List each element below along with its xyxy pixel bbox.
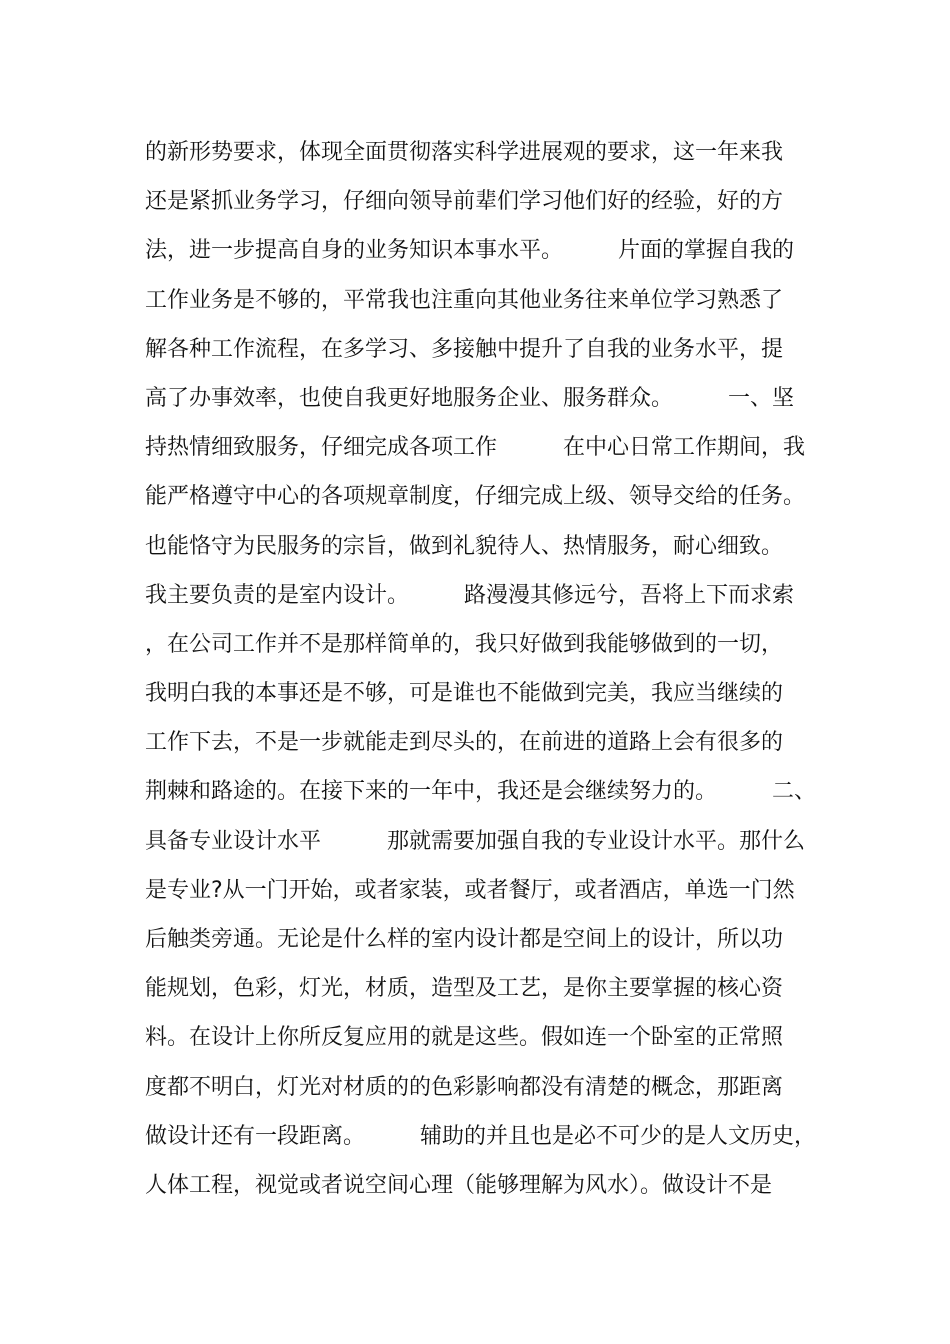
text-line: 是专业?从一门开始，或者家装，或者餐厅，或者酒店，单选一门然 bbox=[145, 877, 795, 903]
text-line: ，在公司工作并不是那样简单的，我只好做到我能够做到的一切， bbox=[145, 631, 784, 657]
text-line: 能严格遵守中心的各项规章制度，仔细完成上级、领导交给的任务。 bbox=[145, 484, 806, 510]
text-line: 高了办事效率，也使自我更好地服务企业、服务群众。 一、坚 bbox=[145, 385, 795, 411]
text-line: 我主要负责的是室内设计。 路漫漫其修远兮，吾将上下而求索 bbox=[145, 582, 795, 608]
text-line: 做设计还有一段距离。 辅助的并且也是必不可少的是人文历史， bbox=[145, 1123, 817, 1149]
text-line: 工作下去，不是一步就能走到尽头的，在前进的道路上会有很多的 bbox=[145, 730, 784, 756]
text-line: 能规划，色彩，灯光，材质，造型及工艺，是你主要掌握的核心资 bbox=[145, 976, 784, 1002]
text-line: 的新形势要求，体现全面贯彻落实科学进展观的要求，这一年来我 bbox=[145, 140, 784, 165]
text-line: 人体工程，视觉或者说空间心理（能够理解为风水）。做设计不是 bbox=[145, 1172, 773, 1198]
text-line: 解各种工作流程，在多学习、多接触中提升了自我的业务水平，提 bbox=[145, 336, 784, 362]
text-line: 料。在设计上你所反复应用的就是这些。假如连一个卧室的正常照 bbox=[145, 1025, 784, 1051]
text-line: 也能恪守为民服务的宗旨，做到礼貌待人、热情服务，耐心细致。 bbox=[145, 533, 784, 559]
text-line: 还是紧抓业务学习，仔细向领导前辈们学习他们好的经验，好的方 bbox=[145, 189, 784, 215]
text-line: 工作业务是不够的，平常我也注重向其他业务往来单位学习熟悉了 bbox=[145, 287, 784, 313]
text-line: 后触类旁通。无论是什么样的室内设计都是空间上的设计，所以功 bbox=[145, 927, 784, 952]
text-line: 具备专业设计水平 那就需要加强自我的专业设计水平。那什么 bbox=[145, 828, 806, 854]
body-text bbox=[145, 128, 825, 1210]
text-line: 荆棘和路途的。在接下来的一年中，我还是会继续努力的。 二、 bbox=[145, 779, 817, 805]
text-line: 法，进一步提高自身的业务知识本事水平。 片面的掌握自我的 bbox=[145, 238, 795, 264]
text-line: 持热情细致服务，仔细完成各项工作 在中心日常工作期间，我 bbox=[145, 435, 806, 461]
text-line: 我明白我的本事还是不够，可是谁也不能做到完美，我应当继续的 bbox=[145, 681, 784, 707]
text-line: 度都不明白，灯光对材质的的色彩影响都没有清楚的概念，那距离 bbox=[145, 1074, 784, 1100]
